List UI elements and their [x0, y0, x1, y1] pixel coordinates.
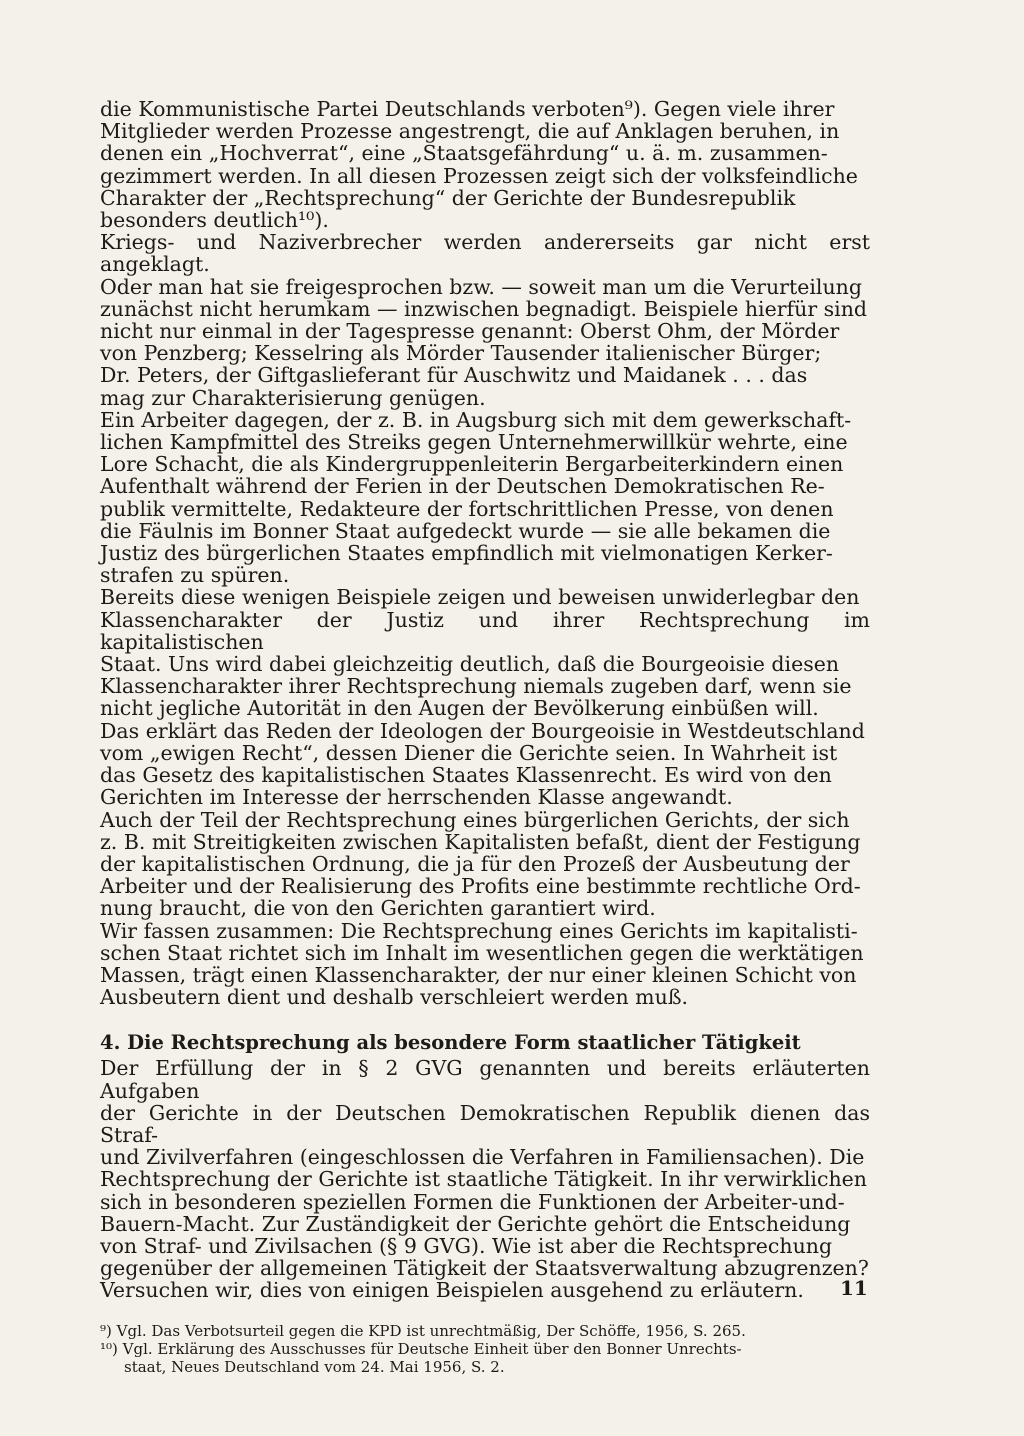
text-line: Justiz des bürgerlichen Staates empfindlich mit vielmonatigen Kerker-	[100, 541, 833, 566]
text-line: und Zivilverfahren (eingeschlossen die Verfahren in Familiensachen). Die	[100, 1145, 865, 1170]
footnote-line: ⁹) Vgl. Das Verbotsurteil gegen die KPD ist unrechtmäßig, Der Schöffe, 1956, S. 265.	[100, 1321, 746, 1340]
text-line: z. B. mit Streitigkeiten zwischen Kapitalisten befaßt, dient der Festigung	[100, 829, 861, 854]
text-line: der kapitalistischen Ordnung, die ja für den Prozeß der Ausbeutung der	[100, 851, 850, 876]
text-line: Klassencharakter der Justiz und ihrer Rechtsprechung im kapitalistischen	[100, 607, 870, 654]
text-line: Bauern-Macht. Zur Zuständigkeit der Gerichte gehört die Entscheidung	[100, 1211, 851, 1236]
text-line: Charakter der „Rechtsprechung“ der Gerichte der Bundesrepublik	[100, 185, 796, 210]
text-line: Wir fassen zusammen: Die Rechtsprechung eines Gerichts im kapitalisti-	[100, 918, 858, 943]
text-line: Versuchen wir, dies von einigen Beispielen ausgehend zu erläutern.	[100, 1278, 804, 1303]
text-line: gezimmert werden. In all diesen Prozessen zeigt sich der volksfeindliche	[100, 163, 858, 188]
text-line: Ausbeutern dient und deshalb verschleiert werden muß.	[100, 985, 689, 1010]
section-paragraph	[100, 1057, 870, 1301]
text-line: denen ein „Hochverrat“, eine „Staatsgefährdung“ u. ä. m. zusammen-	[100, 141, 828, 166]
text-line: besonders deutlich¹⁰).	[100, 208, 329, 233]
body-text	[100, 98, 870, 1008]
text-line: strafen zu spüren.	[100, 563, 290, 588]
text-line: Gerichten im Interesse der herrschenden Klasse angewandt.	[100, 785, 733, 810]
text-line: Oder man hat sie freigesprochen bzw. — soweit man um die Verurteilung	[100, 274, 862, 299]
text-line: von Penzberg; Kesselring als Mörder Tausender italienischer Bürger;	[100, 341, 822, 366]
paragraph	[100, 231, 870, 409]
section-heading: 4. Die Rechtsprechung als besondere Form staatlicher Tätigkeit	[100, 1031, 801, 1055]
paragraph	[100, 98, 870, 231]
text-line: Aufenthalt während der Ferien in der Deutschen Demokratischen Re-	[100, 474, 825, 499]
text-line: Der Erfüllung der in § 2 GVG genannten und bereits erläuterten Aufgaben	[100, 1056, 870, 1103]
text-line: nicht jegliche Autorität in den Augen der Bevölkerung einbüßen will.	[100, 696, 819, 721]
text-line: Kriegs- und Naziverbrecher werden andererseits gar nicht erst angeklagt.	[100, 230, 870, 277]
text-line: Massen, trägt einen Klassencharakter, der nur einer kleinen Schicht von	[100, 962, 857, 987]
text-line: Klassencharakter ihrer Rechtsprechung niemals zugeben darf, wenn sie	[100, 674, 852, 699]
text-line: sich in besonderen speziellen Formen die Funktionen der Arbeiter-und-	[100, 1189, 845, 1214]
text-line: schen Staat richtet sich im Inhalt im wesentlichen gegen die werktätigen	[100, 940, 864, 965]
text-line: mag zur Charakterisierung genügen.	[100, 385, 486, 410]
text-line: die Kommunistische Partei Deutschlands verboten⁹). Gegen viele ihrer	[100, 97, 835, 121]
paragraph	[100, 920, 870, 1009]
footnotes	[100, 1322, 870, 1376]
text-line: Ein Arbeiter dagegen, der z. B. in Augsburg sich mit dem gewerkschaft-	[100, 407, 852, 432]
text-line: die Fäulnis im Bonner Staat aufgedeckt wurde — sie alle bekamen die	[100, 518, 831, 543]
text-line: der Gerichte in der Deutschen Demokratischen Republik dienen das Straf-	[100, 1100, 870, 1147]
text-line: Staat. Uns wird dabei gleichzeitig deutlich, daß die Bourgeoisie diesen	[100, 652, 840, 677]
text-line: vom „ewigen Recht“, dessen Diener die Gerichte seien. In Wahrheit ist	[100, 740, 838, 765]
text-line: gegenüber der allgemeinen Tätigkeit der Staatsverwaltung abzugrenzen?	[100, 1256, 869, 1281]
paragraph	[100, 809, 870, 920]
text-line: Lore Schacht, die als Kindergruppenleiterin Bergarbeiterkindern einen	[100, 452, 844, 477]
text-line: Bereits diese wenigen Beispiele zeigen und beweisen unwiderlegbar den	[100, 585, 860, 610]
text-line: nung braucht, die von den Gerichten garantiert wird.	[100, 896, 656, 921]
text-line: Rechtsprechung der Gerichte ist staatliche Tätigkeit. In ihr verwirklichen	[100, 1167, 867, 1192]
text-line: nicht nur einmal in der Tagespresse genannt: Oberst Ohm, der Mörder	[100, 319, 840, 344]
text-line: Dr. Peters, der Giftgaslieferant für Auschwitz und Maidanek . . . das	[100, 363, 808, 388]
text-line: das Gesetz des kapitalistischen Staates Klassenrecht. Es wird von den	[100, 763, 832, 788]
paragraph	[100, 586, 870, 808]
text-line: Arbeiter und der Realisierung des Profits eine bestimmte rechtliche Ord-	[100, 874, 861, 899]
page-number: 11	[840, 1276, 868, 1300]
footnote-line: ¹⁰) Vgl. Erklärung des Ausschusses für Deutsche Einheit über den Bonner Unrechts-	[100, 1339, 742, 1358]
page-body	[100, 98, 870, 1376]
text-line: Das erklärt das Reden der Ideologen der Bourgeoisie in Westdeutschland	[100, 718, 865, 743]
text-line: zunächst nicht herumkam — inzwischen begnadigt. Beispiele hierfür sind	[100, 296, 868, 321]
text-line: von Straf- und Zivilsachen (§ 9 GVG). Wie ist aber die Rechtsprechung	[100, 1233, 833, 1258]
text-line: Auch der Teil der Rechtsprechung eines bürgerlichen Gerichts, der sich	[100, 807, 850, 832]
text-line: Mitglieder werden Prozesse angestrengt, die auf Anklagen beruhen, in	[100, 119, 840, 144]
footnote-line: staat, Neues Deutschland vom 24. Mai 1956, S. 2.	[124, 1357, 505, 1376]
paragraph	[100, 409, 870, 587]
text-line: publik vermittelte, Redakteure der fortschrittlichen Presse, von denen	[100, 496, 834, 521]
text-line: lichen Kampfmittel des Streiks gegen Unternehmerwillkür wehrte, eine	[100, 430, 848, 455]
